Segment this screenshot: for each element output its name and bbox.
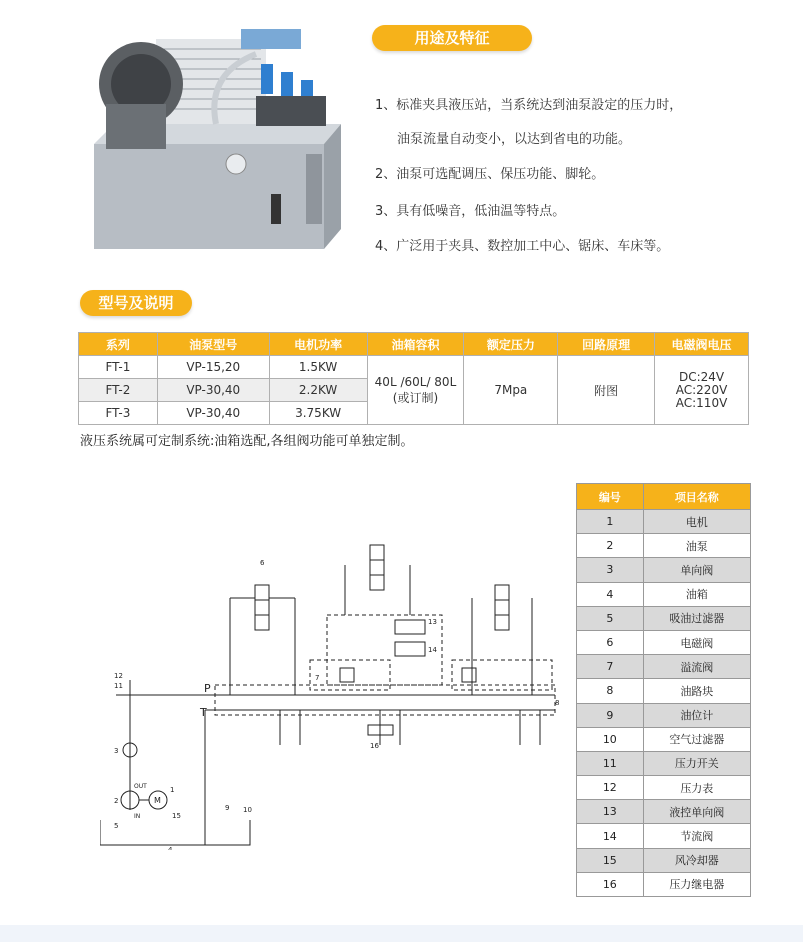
feature-item: 4、广泛用于夹具、数控加工中心、锯床、车床等。 (375, 239, 670, 254)
callout-16: 16 (370, 742, 379, 750)
callout-2: 2 (114, 797, 119, 805)
part-name: 液控单向阀 (643, 800, 750, 824)
table-row (79, 356, 749, 379)
part-no: 5 (577, 606, 644, 630)
part-name: 单向阀 (643, 558, 750, 582)
callout-13: 13 (428, 618, 437, 626)
hydraulic-schematic (100, 520, 570, 850)
table-row (577, 510, 751, 534)
pump-cell: VP-15,20 (157, 356, 269, 379)
part-no: 3 (577, 558, 644, 582)
table-row (577, 703, 751, 727)
pump-cell: VP-30,40 (157, 379, 269, 402)
part-no: 8 (577, 679, 644, 703)
part-no: 7 (577, 655, 644, 679)
callout-11: 11 (114, 682, 123, 690)
parts-header-row (577, 484, 751, 510)
callout-8: 8 (555, 699, 560, 707)
table-row (577, 558, 751, 582)
table-row (577, 606, 751, 630)
spec-header: 电磁阀电压 (655, 333, 749, 356)
part-name: 油泵 (643, 534, 750, 558)
part-name: 油位计 (643, 703, 750, 727)
pressure-cell: 7Mpa (464, 356, 558, 425)
part-no: 4 (577, 582, 644, 606)
parts-header: 项目名称 (643, 484, 750, 510)
spec-header: 额定压力 (464, 333, 558, 356)
label-p: P (204, 682, 211, 695)
table-row (577, 534, 751, 558)
parts-table (576, 483, 751, 897)
part-no: 12 (577, 776, 644, 800)
callout-4: 4 (168, 846, 173, 850)
callout-3: 3 (114, 747, 119, 755)
power-cell: 1.5KW (269, 356, 367, 379)
part-name: 压力继电器 (643, 872, 750, 896)
table-row (577, 679, 751, 703)
power-cell: 3.75KW (269, 402, 367, 425)
table-row (577, 848, 751, 872)
table-row (577, 655, 751, 679)
spec-header-row (79, 333, 749, 356)
series-cell: FT-2 (79, 379, 158, 402)
spec-header: 油箱容积 (367, 333, 464, 356)
tank-cell (367, 356, 464, 425)
part-no: 10 (577, 727, 644, 751)
voltage-dc: DC:24V (678, 369, 725, 384)
spec-table (78, 332, 749, 425)
label-in: IN (134, 813, 141, 820)
callout-15: 15 (172, 812, 181, 820)
model-heading: 型号及说明 (80, 290, 192, 316)
table-row (577, 872, 751, 896)
part-name: 电磁阀 (643, 630, 750, 654)
callout-7: 7 (315, 674, 320, 682)
part-name: 风冷却器 (643, 848, 750, 872)
spec-header: 系列 (79, 333, 158, 356)
part-name: 空气过滤器 (643, 727, 750, 751)
tank-custom: (或订制) (392, 390, 439, 405)
part-no: 11 (577, 751, 644, 775)
parts-header: 编号 (577, 484, 644, 510)
table-row (577, 630, 751, 654)
spec-header: 油泵型号 (157, 333, 269, 356)
pump-cell: VP-30,40 (157, 402, 269, 425)
table-row (577, 751, 751, 775)
table-row (577, 800, 751, 824)
voltage-cell (655, 356, 749, 425)
callout-6: 6 (260, 559, 265, 567)
part-name: 油路块 (643, 679, 750, 703)
spec-header: 电机功率 (269, 333, 367, 356)
spec-header: 回路原理 (558, 333, 655, 356)
part-no: 14 (577, 824, 644, 848)
tank-volume: 40L /60L/ 80L (374, 374, 457, 389)
part-no: 2 (577, 534, 644, 558)
part-name: 吸油过滤器 (643, 606, 750, 630)
part-name: 油箱 (643, 582, 750, 606)
part-no: 16 (577, 872, 644, 896)
callout-9: 9 (225, 804, 230, 812)
callout-12: 12 (114, 672, 123, 680)
part-name: 压力表 (643, 776, 750, 800)
custom-note: 液压系统属可定制系统:油箱选配,各组阀功能可单独定制。 (80, 434, 414, 449)
power-cell: 2.2KW (269, 379, 367, 402)
part-name: 溢流阀 (643, 655, 750, 679)
part-no: 13 (577, 800, 644, 824)
part-no: 15 (577, 848, 644, 872)
part-no: 1 (577, 510, 644, 534)
callout-1: 1 (170, 786, 175, 794)
table-row (577, 776, 751, 800)
part-name: 压力开关 (643, 751, 750, 775)
series-cell: FT-3 (79, 402, 158, 425)
label-t: T (200, 706, 207, 719)
label-out: OUT (134, 783, 147, 790)
table-row (577, 727, 751, 751)
table-row (577, 582, 751, 606)
feature-item: 2、油泵可选配调压、保压功能、脚轮。 (375, 167, 605, 182)
features-heading: 用途及特征 (372, 25, 532, 51)
footer-band (0, 925, 803, 942)
label-m: M (154, 796, 161, 805)
voltage-ac220: AC:220V (675, 382, 728, 397)
series-cell: FT-1 (79, 356, 158, 379)
product-photo (86, 14, 356, 252)
callout-5: 5 (114, 822, 119, 830)
part-name: 电机 (643, 510, 750, 534)
feature-item: 油泵流量自动变小，以达到省电的功能。 (397, 132, 632, 147)
callout-14: 14 (428, 646, 437, 654)
part-no: 6 (577, 630, 644, 654)
table-row (577, 824, 751, 848)
part-name: 节流阀 (643, 824, 750, 848)
callout-10: 10 (243, 806, 252, 814)
circuit-cell: 附图 (558, 356, 655, 425)
feature-item: 3、具有低噪音，低油温等特点。 (375, 204, 566, 219)
part-no: 9 (577, 703, 644, 727)
voltage-ac110: AC:110V (675, 395, 728, 410)
feature-item: 1、标准夹具液压站，当系统达到油泵設定的压力时， (375, 98, 683, 113)
